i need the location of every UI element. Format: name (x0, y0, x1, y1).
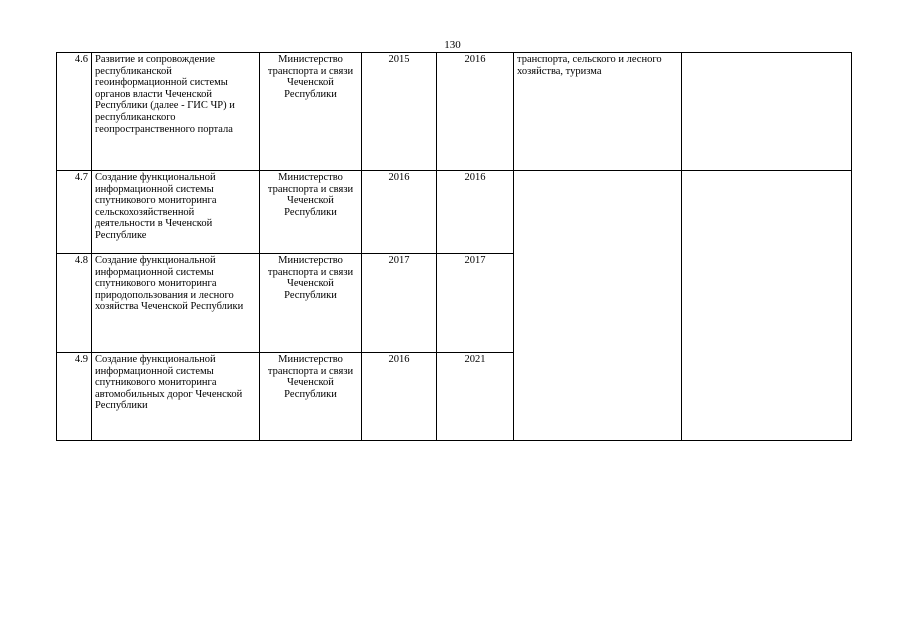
activity-name: Развитие и сопровождение республиканской геоинформационной системы органов власти Чеченской Республики (далее - ГИС ЧР) и республиканского геопространственного портала (92, 53, 260, 171)
executor: Министерство транспорта и связи Чеченской Республики (260, 171, 362, 254)
table-row (57, 53, 852, 171)
row-number: 4.7 (57, 171, 92, 254)
table-row (57, 171, 852, 254)
year-end: 2017 (437, 254, 514, 353)
page-number: 130 (444, 39, 461, 51)
year-end: 2016 (437, 171, 514, 254)
year-start: 2016 (362, 353, 437, 441)
expected-result (514, 171, 682, 441)
executor: Министерство транспорта и связи Чеченской Республики (260, 254, 362, 353)
activity-name: Создание функциональной информационной системы спутникового мониторинга автомобильных дорог Чеченской Республики (92, 353, 260, 441)
row-number: 4.6 (57, 53, 92, 171)
year-start: 2017 (362, 254, 437, 353)
executor: Министерство транспорта и связи Чеченской Республики (260, 53, 362, 171)
year-start: 2015 (362, 53, 437, 171)
activities-table (56, 52, 852, 441)
activity-name: Создание функциональной информационной системы спутникового мониторинга сельскохозяйственной деятельности в Чеченской Республике (92, 171, 260, 254)
note-cell (682, 53, 852, 171)
row-number: 4.9 (57, 353, 92, 441)
activity-name: Создание функциональной информационной системы спутникового мониторинга природопользования и лесного хозяйства Чеченской Республики (92, 254, 260, 353)
year-end: 2021 (437, 353, 514, 441)
row-number: 4.8 (57, 254, 92, 353)
year-start: 2016 (362, 171, 437, 254)
expected-result: транспорта, сельского и лесного хозяйства, туризма (514, 53, 682, 171)
note-cell (682, 171, 852, 441)
executor: Министерство транспорта и связи Чеченской Республики (260, 353, 362, 441)
year-end: 2016 (437, 53, 514, 171)
